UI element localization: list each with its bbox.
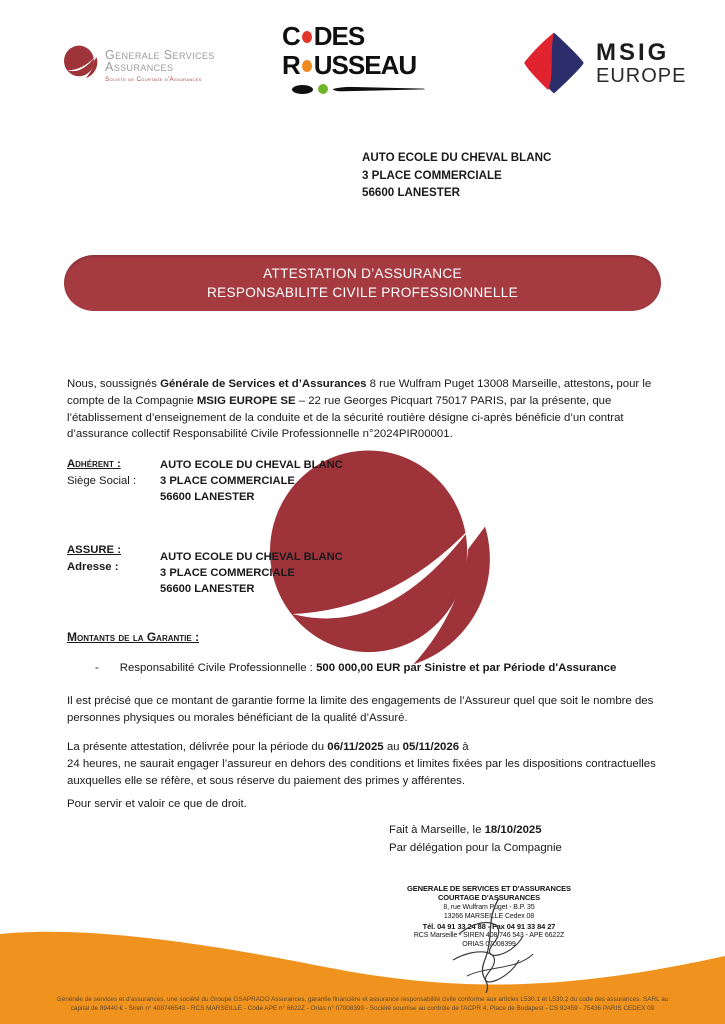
black-ellipse-icon <box>292 85 313 94</box>
assure-city: 56600 LANESTER <box>160 583 255 595</box>
rousseau-letter-r: R <box>282 50 300 80</box>
codes-rousseau-word1 <box>282 22 434 51</box>
assure-label: ASSURE : <box>67 544 121 556</box>
recipient-name: AUTO ECOLE DU CHEVAL BLANC <box>362 151 552 164</box>
gsa-logo <box>64 44 215 83</box>
stamp-line: GENERALE DE SERVICES ET D'ASSURANCES <box>407 884 571 893</box>
codes-rousseau-logo <box>282 22 434 94</box>
assure-name: AUTO ECOLE DU CHEVAL BLANC <box>160 551 343 563</box>
msig-logo-text <box>596 40 686 87</box>
signature-date-line: Fait à Marseille, le 18/10/2025 <box>389 824 542 836</box>
codes-rousseau-underline <box>292 84 434 94</box>
banner-title-line1: ATTESTATION D’ASSURANCE <box>263 266 462 281</box>
signature-delegation-line: Par délégation pour la Compagnie <box>389 842 562 854</box>
paragraph-limite: Il est précisé que ce montant de garantie forme la limite des engagements de l’Assureur quel que soit le nombre des personnes physiques ou morales bénéficiant de la qualité d’Assuré. <box>67 695 654 724</box>
traffic-light-green-icon <box>318 84 328 94</box>
codes-rousseau-word2 <box>282 51 434 80</box>
signature-date-block <box>389 821 562 857</box>
codes-letters-des: DES <box>313 21 365 51</box>
paragraph-droit: Pour servir et valoir ce que de droit. <box>67 798 247 810</box>
assure-value <box>160 549 343 597</box>
recipient-address <box>362 149 551 202</box>
traffic-light-orange-icon <box>302 60 312 72</box>
paragraph-periode: La présente attestation, délivrée pour la période du 06/11/2025 au 05/11/2026 à 24 heures, ne saurait engager l’assureur en dehors des conditions et limites fixées par les dispositions contractuelles auxquelles elle se réfère, et sous réserve du paiement des primes y afférentes. <box>67 741 656 787</box>
bullet-dash: - <box>95 662 99 674</box>
siege-social-label: Siège Social : <box>67 475 137 487</box>
msig-europe-wordmark: EUROPE <box>596 64 687 87</box>
adherent-label: Adhérent : <box>67 458 121 470</box>
footer-legal-line2: capital de 89440 € - Siren n° 408746543 - RCS MARSEILLE - Code APE n° 6622Z - Orias n° 07008399 - Société soumise au contrôle de l'ACPR 4, Place de Budapest - CS 92459 - 75436 PARIS CEDEX 09 <box>70 1005 655 1013</box>
stamp-line: COURTAGE D'ASSURANCES <box>437 893 541 903</box>
gsa-leaf-icon <box>64 44 98 80</box>
adherent-street: 3 PLACE COMMERCIALE <box>160 475 295 487</box>
adresse-label: Adresse : <box>67 561 119 573</box>
signature-icon <box>437 896 549 996</box>
stamp-line: ORIAS 07008399 <box>462 941 516 949</box>
msig-wordmark: MSIG <box>596 38 670 66</box>
garantie-heading: Montants de la Garantie : <box>67 630 200 644</box>
attestation-banner <box>64 255 661 311</box>
stamp-line: 13266 MARSEILLE Cedex 08 <box>443 913 535 921</box>
gsa-name-line1: Generale Services <box>105 48 215 62</box>
footer-legal-line1: Générale de services et d'assurances, une société du Groupe GSAPRADO Assurances, garantie financière et assurance responsabilité civile conforme aux articles L530.1 et L530.2 du code des assurances. SARL au <box>56 996 669 1003</box>
stamp-line: Tél. 04 91 33 24 88 - Fax 04 91 33 84 27 <box>422 921 556 931</box>
garantie-bullet-text: Responsabilité Civile Professionnelle : 500 000,00 EUR par Sinistre et par Période d'Assurance <box>119 662 617 674</box>
recipient-street: 3 PLACE COMMERCIALE <box>362 168 502 182</box>
stamp-line: 8, rue Wulfram Puget - B.P. 35 <box>443 903 535 911</box>
tapered-line-icon <box>333 86 425 93</box>
traffic-light-red-icon <box>302 31 312 43</box>
msig-logo <box>521 30 686 96</box>
rousseau-letters-usseau: USSEAU <box>313 50 417 80</box>
adherent-value <box>160 457 343 505</box>
codes-letter-c: C <box>282 21 300 51</box>
gsa-subtitle: Societe de Courtage d'Assurances <box>105 76 202 83</box>
intro-paragraph: Nous, soussignés Générale de Services et d’Assurances 8 rue Wulfram Puget 13008 Marseille, attestons, pour le compte de la Compagnie MSIG EUROPE SE – 22 rue Georges Picquart 75017 PARIS, par la présente, que l’établissement d’enseignement de la conduite et de la sécurité routière désigne ci-après bénéficie d’un contrat d’assurance collectif Responsabilité Civile Professionnelle n°2024PIR00001. <box>67 378 652 441</box>
msig-diamond-icon <box>521 30 587 96</box>
garantie-bullet <box>95 662 616 674</box>
recipient-city: 56600 LANESTER <box>362 186 460 199</box>
stamp-line: RCS Marseille - SIREN 408 746 543 - APE 6622Z <box>413 932 565 940</box>
adherent-name: AUTO ECOLE DU CHEVAL BLANC <box>160 459 343 471</box>
banner-title-line2: RESPONSABILITE CIVILE PROFESSIONNELLE <box>206 285 518 300</box>
adherent-city: 56600 LANESTER <box>160 491 255 503</box>
footer-legal <box>0 995 725 1013</box>
assure-street: 3 PLACE COMMERCIALE <box>160 567 295 579</box>
gsa-name-line2: Assurances <box>105 60 174 74</box>
gsa-logo-text <box>105 44 215 83</box>
